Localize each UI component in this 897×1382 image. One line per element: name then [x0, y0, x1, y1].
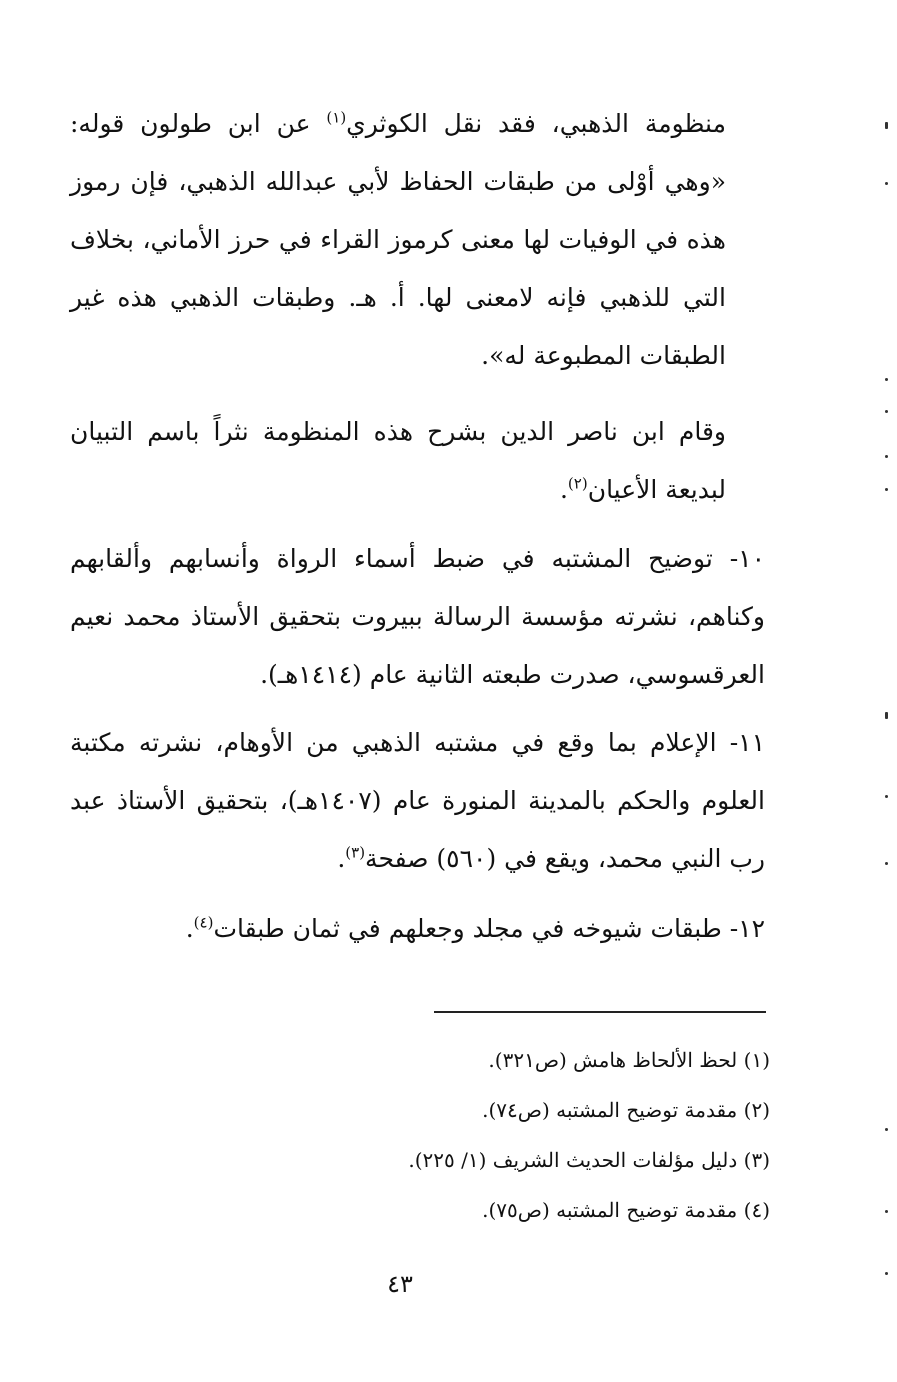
paragraph-2-text-a: وقام ابن ناصر الدين بشرح هذه المنظومة نثراً باسم التبيان لبديعة الأعيان [70, 417, 726, 504]
list-item-10 [70, 530, 765, 704]
list-item-end: . [337, 844, 346, 873]
paragraph-2 [70, 403, 726, 519]
margin-speck [885, 378, 888, 381]
margin-speck [885, 455, 888, 458]
list-item-text: توضيح المشتبه في ضبط أسماء الرواة وأنسابهم وألقابهم وكناهم، نشرته مؤسسة الرسالة ببيروت بتحقيق الأستاذ محمد نعيم العرقسوسي، صدرت طبعته الثانية عام (١٤١٤هـ). [70, 544, 765, 689]
margin-speck [885, 1210, 888, 1213]
footnotes [320, 1035, 770, 1235]
margin-speck [885, 182, 888, 185]
footnote-3: (٣) دليل مؤلفات الحديث الشريف (١/ ٢٢٥). [408, 1148, 770, 1172]
footnote-ref-1[interactable]: (١) [326, 108, 347, 127]
paragraph-1-text-b: عن ابن طولون قوله: «وهي أوْلى من طبقات الحفاظ لأبي عبدالله الذهبي، فإن رموز هذه في الوفيات لها معنى كرموز القراء في حرز الأماني، بخلاف التي للذهبي فإنه لامعنى لها. أ. هـ. وطبقات الذهبي هذه غير الطبقات المطبوعة له». [70, 109, 726, 370]
margin-speck [885, 1128, 888, 1131]
list-item-number: ١١- [729, 728, 765, 757]
paragraph-2-text-b: . [559, 475, 568, 504]
list-item-end: . [185, 914, 194, 943]
paragraph-1 [70, 95, 726, 385]
footnote-divider [434, 1011, 766, 1013]
footnote-4: (٤) مقدمة توضيح المشتبه (ص٧٥). [482, 1198, 770, 1222]
list-item-12 [70, 900, 765, 958]
list-item-text: الإعلام بما وقع في مشتبه الذهبي من الأوهام، نشرته مكتبة العلوم والحكم بالمدينة المنورة عام (١٤٠٧هـ)، بتحقيق الأستاذ عبد رب النبي محمد، ويقع في (٥٦٠) صفحة [70, 728, 765, 873]
footnote-ref-4[interactable]: (٤) [193, 913, 214, 932]
list-item-text: طبقات شيوخه في مجلد وجعلهم في ثمان طبقات [213, 914, 730, 943]
footnote-1: (١) لحظ الألحاظ هامش (ص٣٢١). [488, 1048, 770, 1072]
footnote-2: (٢) مقدمة توضيح المشتبه (ص٧٤). [482, 1098, 770, 1122]
list-item-number: ١٢- [729, 914, 765, 943]
margin-speck [885, 410, 888, 413]
list-item-11 [70, 714, 765, 888]
margin-speck [885, 122, 888, 129]
margin-speck [885, 488, 888, 491]
footnote-ref-3[interactable]: (٣) [345, 843, 366, 862]
paragraph-1-text-a: منظومة الذهبي، فقد نقل الكوثري [346, 109, 726, 138]
margin-speck [885, 712, 888, 719]
list-item-number: ١٠- [729, 544, 765, 573]
margin-speck [885, 862, 888, 865]
margin-speck [885, 1272, 888, 1275]
margin-speck [885, 795, 888, 798]
page-number: ٤٣ [387, 1270, 413, 1298]
footnote-ref-2[interactable]: (٢) [567, 474, 588, 493]
